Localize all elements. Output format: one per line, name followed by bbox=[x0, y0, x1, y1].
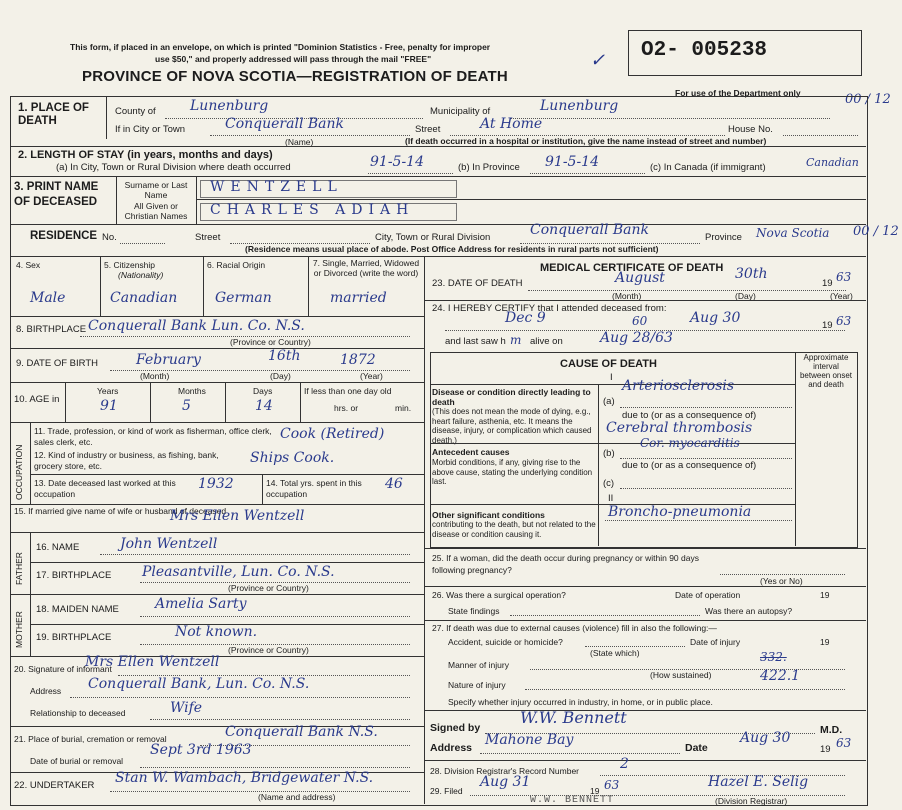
registrar-signature: Hazel E. Selig bbox=[708, 774, 809, 790]
age-hrs-label: hrs. or bbox=[334, 403, 359, 413]
manner-value: 332. bbox=[760, 650, 787, 664]
disease-label: Disease or condition directly leading to death bbox=[432, 387, 591, 407]
years-spent-value: 46 bbox=[385, 476, 403, 492]
record-number-value: 2 bbox=[620, 756, 629, 772]
given-names-value: CHARLES ADIAH bbox=[210, 202, 415, 218]
trade-value: Cook (Retired) bbox=[280, 426, 385, 442]
place-of-death-label: 1. PLACE OF DEATH bbox=[18, 102, 89, 127]
interval-heading: Approximate interval between onset and death bbox=[799, 353, 853, 389]
age-months-value: 5 bbox=[182, 398, 191, 414]
stay-a-label: (a) In City, Town or Rural Division where death occurred bbox=[56, 162, 291, 173]
cause-c-label: (c) bbox=[603, 478, 615, 489]
external-causes-label: 27. If death was due to external causes (violence) fill in also the following:— bbox=[432, 623, 717, 633]
manner-label: Manner of injury bbox=[448, 660, 509, 670]
mother-side-label: MOTHER bbox=[14, 611, 24, 648]
registrar-caption: (Division Registrar) bbox=[715, 796, 788, 806]
injury-date-label: Date of injury bbox=[690, 637, 741, 647]
date-of-death-label: 23. DATE OF DEATH bbox=[432, 278, 523, 289]
cause-b-value: Cerebral thrombosis bbox=[606, 420, 753, 436]
to-year-prefix: 19 bbox=[822, 320, 833, 331]
last-saw-scrawl: m bbox=[510, 333, 522, 347]
residence-label: RESIDENCE bbox=[30, 230, 98, 242]
length-of-stay-label: 2. LENGTH OF STAY (in years, months and days) bbox=[18, 149, 273, 161]
md-label: M.D. bbox=[820, 724, 843, 736]
nature-value: 422.1 bbox=[760, 668, 801, 684]
undertaker-label: 22. UNDERTAKER bbox=[14, 780, 95, 791]
attended-from-year: 60 bbox=[632, 314, 648, 328]
signed-by-value: W.W. Bennett bbox=[520, 708, 627, 727]
burial-place-label: 21. Place of burial, cremation or removal bbox=[14, 734, 167, 744]
birthplace-caption: (Province or Country) bbox=[230, 337, 311, 347]
filed-year: 63 bbox=[604, 778, 620, 792]
mother-name-label: 18. MAIDEN NAME bbox=[36, 604, 119, 615]
dob-month: February bbox=[136, 352, 201, 368]
attended-from: Dec 9 bbox=[505, 310, 546, 326]
other-conditions-value: Broncho-pneumonia bbox=[608, 504, 752, 520]
residence-no-label: No. bbox=[102, 232, 117, 243]
last-saw-value: Aug 28/63 bbox=[600, 330, 673, 346]
father-province-caption: (Province or Country) bbox=[228, 583, 309, 593]
dod-year-prefix: 19 bbox=[822, 278, 833, 289]
nature-label: Nature of injury bbox=[448, 680, 506, 690]
father-birthplace-label: 17. BIRTHPLACE bbox=[36, 570, 112, 581]
mother-birthplace-label: 19. BIRTHPLACE bbox=[36, 632, 112, 643]
city-value: Conquerall Bank bbox=[225, 116, 344, 132]
informant-address-value: Conquerall Bank, Lun. Co. N.S. bbox=[88, 676, 310, 692]
dob-day-caption: (Day) bbox=[270, 371, 291, 381]
citizenship-label: 5. Citizenship bbox=[104, 260, 156, 270]
signature-year-prefix: 19 bbox=[820, 744, 831, 755]
state-findings-label: State findings bbox=[448, 606, 500, 616]
informant-address-label: Address bbox=[30, 686, 62, 696]
medical-heading: MEDICAL CERTIFICATE OF DEATH bbox=[540, 262, 724, 274]
residence-province-value: Nova Scotia bbox=[756, 226, 830, 240]
father-side-label: FATHER bbox=[14, 552, 24, 585]
operation-date-label: Date of operation bbox=[675, 590, 741, 600]
sex-value: Male bbox=[30, 290, 66, 306]
form-title: PROVINCE OF NOVA SCOTIA—REGISTRATION OF DEATH bbox=[82, 68, 508, 85]
father-birthplace-value: Pleasantville, Lun. Co. N.S. bbox=[142, 564, 335, 580]
father-name-value: John Wentzell bbox=[120, 536, 218, 552]
municipality-value: Lunenburg bbox=[540, 98, 619, 114]
dod-day: 30th bbox=[735, 266, 768, 282]
other-conditions-note: contributing to the death, but not related to the disease or condition causing it. bbox=[432, 520, 596, 539]
dob-day: 16th bbox=[268, 348, 301, 364]
residence-city-value: Conquerall Bank bbox=[530, 222, 649, 238]
informant-value: Mrs Ellen Wentzell bbox=[85, 654, 220, 670]
mail-notice-line2: use $50," and properly addressed will pass through the mail "FREE" bbox=[155, 54, 432, 64]
surname-value: WENTZELL bbox=[210, 179, 343, 195]
injury-year-prefix: 19 bbox=[820, 637, 830, 647]
birthplace-value: Conquerall Bank Lun. Co. N.S. bbox=[88, 318, 305, 334]
record-number-label: 28. Division Registrar's Record Number bbox=[430, 766, 580, 776]
surname-label: Surname or Last Name bbox=[124, 180, 188, 200]
dod-day-caption: (Day) bbox=[735, 291, 756, 301]
residence-province-label: Province bbox=[705, 232, 742, 243]
surgery-label: 26. Was there a surgical operation? bbox=[432, 590, 566, 600]
antecedent-label: Antecedent causes bbox=[432, 447, 510, 457]
spouse-label: 15. If married give name of wife or husband of deceased bbox=[14, 506, 227, 516]
age-under-day-label: If less than one day old bbox=[304, 386, 392, 396]
county-value: Lunenburg bbox=[190, 98, 269, 114]
woman-pregnancy-label: 25. If a woman, did the death occur during pregnancy or within 90 days following pregnancy? bbox=[432, 553, 699, 575]
age-days-label: Days bbox=[253, 386, 273, 396]
age-years-label: Years bbox=[97, 386, 119, 396]
cause-heading: CAUSE OF DEATH bbox=[560, 358, 657, 370]
signature-date-value: Aug 30 bbox=[740, 730, 791, 746]
street-label: Street bbox=[415, 124, 441, 135]
physician-address-value: Mahone Bay bbox=[485, 732, 574, 748]
cause-b-value2: Cor. myocarditis bbox=[640, 436, 740, 450]
dod-month: August bbox=[615, 270, 665, 286]
mail-notice-line1: This form, if placed in an envelope, on which is printed "Dominion Statistics - Free, penalty for improper bbox=[70, 42, 491, 52]
filed-label: 29. Filed bbox=[430, 786, 463, 796]
other-conditions-label: Other significant conditions bbox=[432, 510, 545, 520]
attended-to: Aug 30 bbox=[690, 310, 741, 326]
age-min-label: min. bbox=[395, 403, 412, 413]
cause-b-label: (b) bbox=[603, 448, 615, 459]
industry-label: 12. Kind of industry or business, as fishing, bank, grocery store, etc. bbox=[34, 450, 219, 471]
deceased-name-label: 3. PRINT NAME OF DECEASED bbox=[14, 181, 99, 208]
residence-city-label: City, Town or Rural Division bbox=[375, 232, 491, 243]
filed-year-prefix: 19 bbox=[590, 786, 600, 796]
mother-province-caption: (Province or Country) bbox=[228, 645, 309, 655]
house-label: House No. bbox=[728, 124, 773, 135]
autopsy-label: Was there an autopsy? bbox=[705, 606, 793, 616]
check-mark: ✓ bbox=[590, 50, 606, 71]
residence-street-label: Street bbox=[195, 232, 221, 243]
specify-label: Specify whether injury occurred in industry, in home, or in public place. bbox=[448, 697, 713, 707]
marital-value: married bbox=[330, 290, 387, 306]
woman-pregnancy-caption: (Yes or No) bbox=[760, 576, 803, 586]
stay-c-value: Canadian bbox=[806, 156, 859, 169]
informant-label: 20. Signature of informant bbox=[14, 664, 112, 674]
signature-year: 63 bbox=[836, 736, 852, 750]
city-label: If in City or Town bbox=[115, 124, 186, 135]
burial-place-value: Conquerall Bank N.S. bbox=[225, 724, 378, 740]
spouse-value: Mrs Ellen Wentzell bbox=[170, 508, 305, 524]
municipality-label: Municipality of bbox=[430, 106, 491, 117]
undertaker-caption: (Name and address) bbox=[258, 792, 336, 802]
part-one: I bbox=[610, 372, 613, 383]
dod-year-caption: (Year) bbox=[830, 291, 853, 301]
state-which-caption: (State which) bbox=[590, 648, 640, 658]
dod-year: 63 bbox=[836, 270, 852, 284]
part-two: II bbox=[608, 493, 614, 504]
dept-use-label: For use of the Department only bbox=[675, 88, 801, 98]
filed-value: Aug 31 bbox=[480, 774, 531, 790]
residence-note: (Residence means usual place of abode. Post Office Address for residents in rural parts not sufficient) bbox=[245, 244, 659, 254]
dept-code: 00 / 12 bbox=[845, 92, 891, 107]
due-to-b: due to (or as a consequence of) bbox=[622, 460, 757, 471]
dob-year: 1872 bbox=[340, 352, 376, 368]
hospital-note: (If death occurred in a hospital or institution, give the name instead of street and number) bbox=[405, 136, 767, 146]
stay-b-label: (b) In Province bbox=[458, 162, 520, 173]
signature-date-label: Date bbox=[685, 742, 708, 754]
relationship-value: Wife bbox=[170, 700, 203, 716]
birthplace-label: 8. BIRTHPLACE bbox=[16, 324, 87, 335]
street-value: At Home bbox=[480, 116, 543, 132]
burial-date-label: Date of burial or removal bbox=[30, 756, 124, 766]
county-label: County of bbox=[115, 106, 156, 117]
stay-c-label: (c) In Canada (if immigrant) bbox=[650, 162, 766, 173]
disease-note: (This does not mean the mode of dying, e.g., heart failure, asthenia, etc. It means the disease, injury, or complication which caused death.) bbox=[432, 407, 592, 445]
age-label: 10. AGE in bbox=[14, 394, 60, 405]
given-names-label: All Given or Christian Names bbox=[124, 201, 188, 221]
dob-year-caption: (Year) bbox=[360, 371, 383, 381]
attended-to-year: 63 bbox=[836, 314, 852, 328]
undertaker-value: Stan W. Wambach, Bridgewater N.S. bbox=[115, 770, 374, 786]
father-name-label: 16. NAME bbox=[36, 542, 80, 553]
physician-stamp: W.W. BENNETT bbox=[530, 795, 615, 806]
age-months-label: Months bbox=[178, 386, 206, 396]
due-to-a: due to (or as a consequence of) bbox=[622, 410, 757, 421]
relationship-label: Relationship to deceased bbox=[30, 708, 126, 718]
citizenship-value: Canadian bbox=[110, 290, 178, 306]
industry-value: Ships Cook. bbox=[250, 450, 335, 466]
accident-label: Accident, suicide or homicide? bbox=[448, 637, 563, 647]
registration-number: O2- 005238 bbox=[641, 39, 768, 62]
last-worked-value: 1932 bbox=[198, 476, 234, 492]
racial-origin-value: German bbox=[215, 290, 272, 306]
racial-origin-label: 6. Racial Origin bbox=[207, 260, 266, 270]
marital-label: 7. Single, Married, Widowed or Divorced (write the word) bbox=[312, 258, 420, 278]
sex-label: 4. Sex bbox=[16, 260, 41, 270]
antecedent-note: Morbid conditions, if any, giving rise to the above cause, stating the underlying condition last. bbox=[432, 458, 593, 486]
stay-b-value: 91-5-14 bbox=[545, 154, 599, 170]
certify-label: 24. I HEREBY CERTIFY that I attended deceased from: bbox=[432, 303, 667, 314]
occupation-side-label: OCCUPATION bbox=[14, 444, 24, 500]
trade-label: 11. Trade, profession, or kind of work as fisherman, office clerk, sales clerk, etc. bbox=[34, 426, 272, 447]
registration-number-box bbox=[628, 30, 862, 76]
age-days-value: 14 bbox=[255, 398, 273, 414]
years-spent-label: 14. Total yrs. spent in this occupation bbox=[266, 478, 362, 499]
stay-a-value: 91-5-14 bbox=[370, 154, 424, 170]
dob-month-caption: (Month) bbox=[140, 371, 170, 381]
burial-date-value: Sept 3rd 1963 bbox=[150, 742, 252, 758]
operation-year-prefix: 19 bbox=[820, 590, 830, 600]
physician-address-label: Address bbox=[430, 742, 473, 754]
how-sustained-caption: (How sustained) bbox=[650, 670, 712, 680]
city-name-caption: (Name) bbox=[285, 137, 314, 147]
cause-a-value: Arteriosclerosis bbox=[622, 378, 735, 394]
age-years-value: 91 bbox=[100, 398, 118, 414]
dod-month-caption: (Month) bbox=[612, 291, 642, 301]
mother-birthplace-value: Not known. bbox=[175, 624, 258, 640]
mother-name-value: Amelia Sarty bbox=[155, 596, 247, 612]
cause-a-label: (a) bbox=[603, 396, 615, 407]
last-worked-label: 13. Date deceased last worked at this occupation bbox=[34, 478, 176, 499]
signed-by-label: Signed by bbox=[430, 722, 481, 734]
last-saw-label: and last saw h bbox=[445, 336, 506, 347]
citizenship-sub: (Nationality) bbox=[118, 270, 164, 280]
residence-code: 00 / 12 bbox=[853, 224, 899, 239]
last-saw-mid: alive on bbox=[530, 336, 563, 347]
dob-label: 9. DATE OF BIRTH bbox=[16, 358, 98, 369]
